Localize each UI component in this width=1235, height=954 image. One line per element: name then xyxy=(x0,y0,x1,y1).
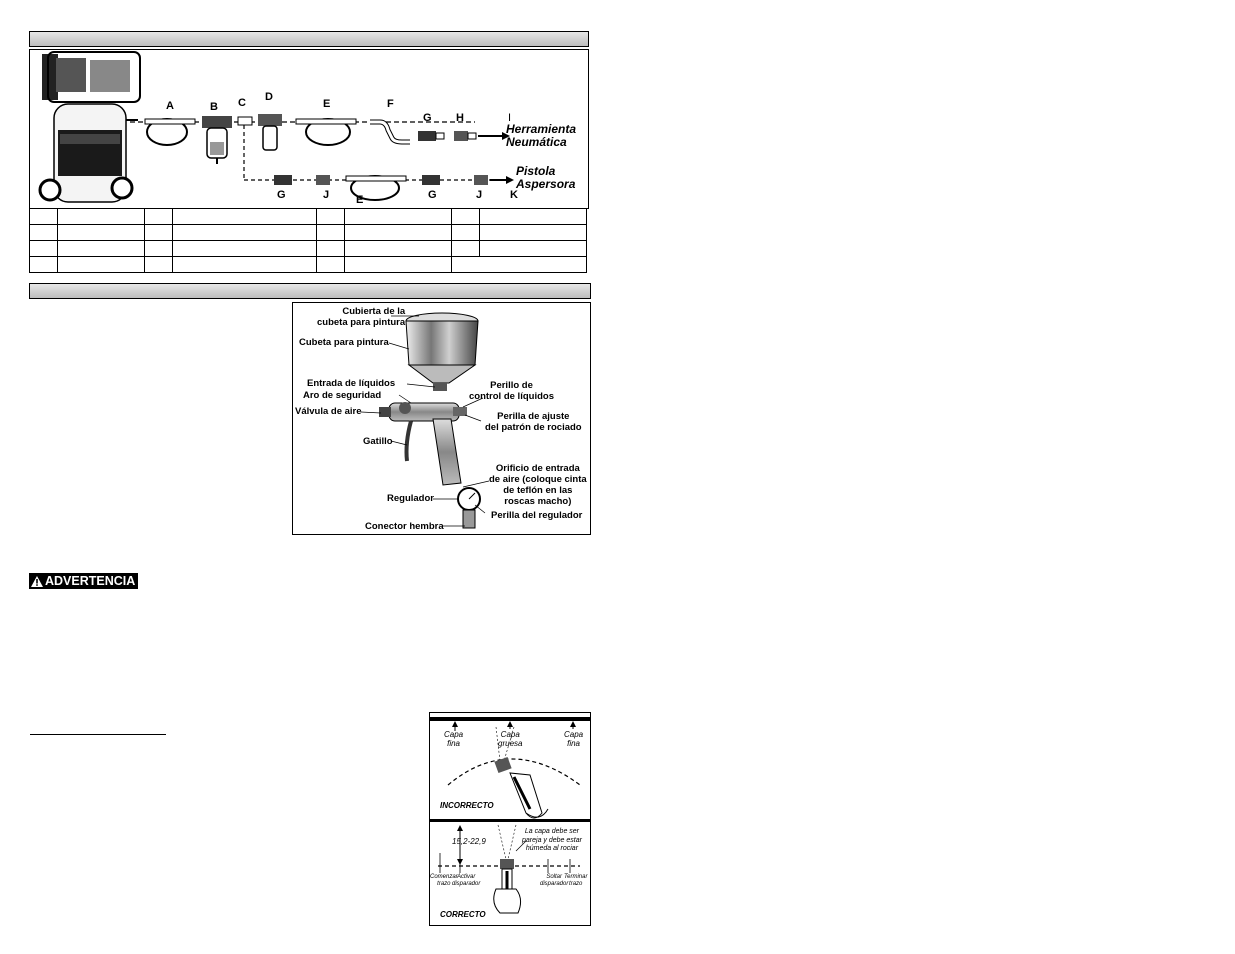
spray-gun-label: Pistola Aspersora xyxy=(516,164,576,191)
label-correct: CORRECTO xyxy=(440,910,486,919)
part-letter-a: A xyxy=(166,100,174,112)
table-row xyxy=(30,241,587,257)
part-letter-k: K xyxy=(510,189,518,201)
callout-air-inlet: Orificio de entrada de aire (coloque cinta de teflón en las roscas macho) xyxy=(489,463,587,507)
part-letter-b: B xyxy=(210,101,218,113)
warning-triangle-icon xyxy=(31,576,43,587)
air-tool-label: Herramienta Neumática xyxy=(506,122,577,149)
parts-table xyxy=(29,208,587,273)
callout-regulator-knob: Perilla del regulador xyxy=(491,510,583,521)
part-letter-c: C xyxy=(238,97,246,109)
part-letter-g: G xyxy=(423,112,432,124)
part-letter-g-lower: G xyxy=(277,189,286,201)
label-release-trigger: Soltar disparador xyxy=(540,874,569,887)
label-thin-left: Capa fina xyxy=(444,730,464,748)
callout-female-connector: Conector hembra xyxy=(365,521,444,532)
part-letter-h: H xyxy=(456,112,464,124)
table-row xyxy=(30,225,587,241)
section-header-bar-top xyxy=(29,31,589,47)
part-letter-d: D xyxy=(265,91,273,103)
section-header-bar-middle xyxy=(29,283,591,299)
callout-safety-ring: Aro de seguridad xyxy=(303,390,382,401)
label-thin-right: Capa fina xyxy=(564,730,584,748)
label-distance: 15,2-22,9 xyxy=(452,837,486,846)
part-letter-f: F xyxy=(387,98,394,110)
label-start-stroke: Comenzar trazo xyxy=(430,874,458,887)
spray-gun-diagram-frame xyxy=(292,302,591,535)
label-even-coat: La capa debe ser pareja y debe estar húmeda al rociar xyxy=(522,828,582,852)
part-letter-g-lower-2: G xyxy=(428,189,437,201)
compressor-illustration xyxy=(40,52,140,202)
label-end-stroke: Terminar trazo xyxy=(564,874,588,887)
callout-pattern-knob: Perilla de ajuste del patrón de rociado xyxy=(485,411,582,433)
label-pull-trigger: Activar disparador xyxy=(452,874,481,887)
technique-diagram-frame xyxy=(429,712,591,926)
callout-cup-lid: Cubierta de la cubeta para pintura xyxy=(317,306,406,328)
setup-diagram-drawing xyxy=(30,50,588,208)
callout-trigger: Gatillo xyxy=(363,436,393,447)
label-incorrect: INCORRECTO xyxy=(440,801,494,810)
part-letter-e: E xyxy=(323,98,331,110)
callout-cup: Cubeta para pintura xyxy=(299,337,389,348)
subheading-underline xyxy=(30,734,166,735)
callout-regulator: Regulador xyxy=(387,493,434,504)
table-row xyxy=(30,257,587,273)
table-row xyxy=(30,209,587,225)
setup-diagram-frame xyxy=(29,49,589,209)
callout-fluid-inlet: Entrada de líquidos xyxy=(307,378,396,389)
part-letter-j-lower-2: J xyxy=(476,189,483,201)
part-letter-e-lower: E xyxy=(356,194,364,206)
label-thick: Capa gruesa xyxy=(498,730,523,748)
part-letter-j-lower: J xyxy=(323,189,330,201)
part-letter-i: I xyxy=(508,112,512,124)
callout-air-valve: Válvula de aire xyxy=(295,406,362,417)
warning-label xyxy=(29,573,138,589)
callout-fluid-knob: Perillo de control de líquidos xyxy=(469,380,554,402)
warning-text: ADVERTENCIA xyxy=(45,574,136,588)
